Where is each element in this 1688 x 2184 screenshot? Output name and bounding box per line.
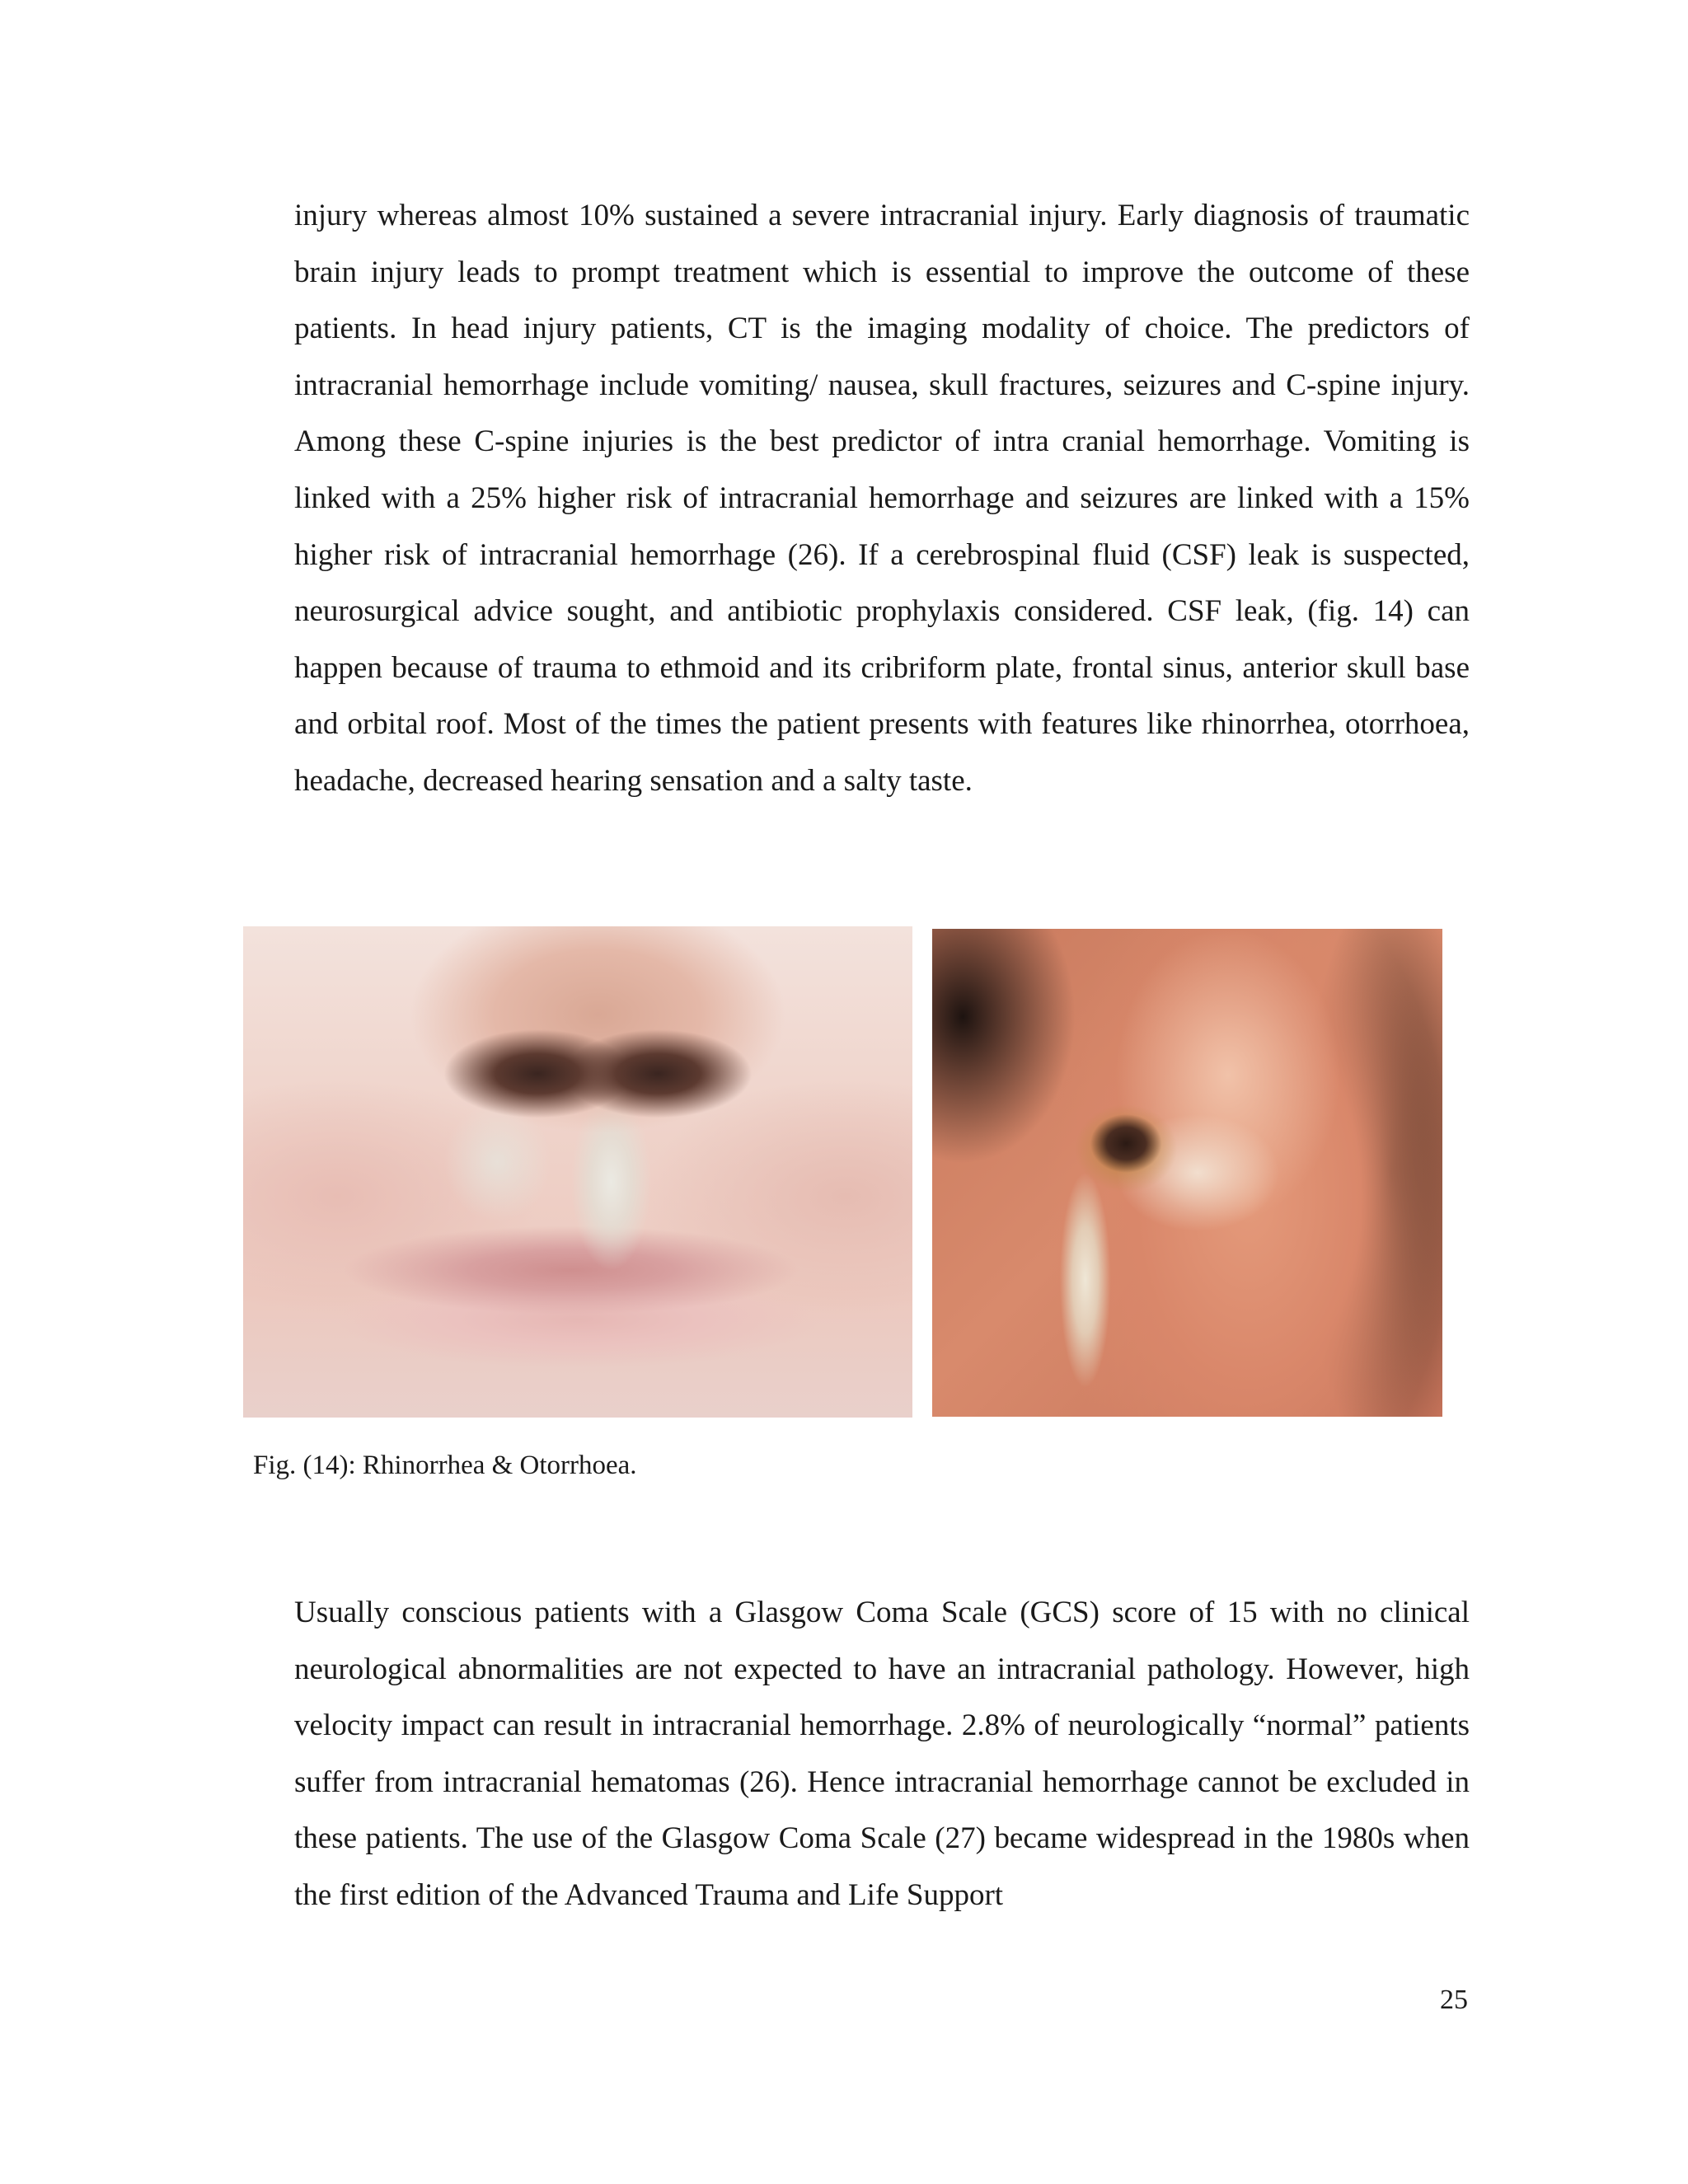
body-paragraph-cdf-leak: injury whereas almost 10% sustained a severe intracranial injury. Early diagnosis of traumatic brain injury leads to prompt treatment which is essential to improve the outcome of these patients. In head injury patients, CT is the imaging modality of choice. The predictors of intracranial hemorrhage include vomiting/ nausea, skull fractures, seizures and C-spine injury. Among these C-spine injuries is the best predictor of intra cranial hemorrhage. Vomiting is linked with a 25% higher risk of intracranial hemorrhage and seizures are linked with a 15% higher risk of intracranial hemorrhage (26). If a cerebrospinal fluid (CSF) leak is suspected, neurosurgical advice sought, and antibiotic prophylaxis considered. CSF leak, (fig. 14) can happen because of trauma to ethmoid and its cribriform plate, frontal sinus, anterior skull base and orbital roof. Most of the times the patient presents with features like rhinorrhea, otorrhoea, headache, decreased hearing sensation and a salty taste. bbox=[294, 199, 1470, 798]
body-paragraph-gcs: Usually conscious patients with a Glasgow Coma Scale (GCS) score of 15 with no clinical neurological abnormalities are not expected to have an intracranial pathology. However, high velocity impact can result in intracranial hemorrhage. 2.8% of neurologically “normal” patients suffer from intracranial hematomas (26). Hence intracranial hemorrhage cannot be excluded in these patients. The use of the Glasgow Coma Scale (27) became widespread in the 1980s when the first edition of the Advanced Trauma and Life Support bbox=[294, 1596, 1470, 1912]
otorrhoea-photo bbox=[932, 929, 1442, 1417]
figure-caption: Fig. (14): Rhinorrhea & Otorrhoea. bbox=[253, 1451, 637, 1480]
page-number: 25 bbox=[1440, 1985, 1468, 2015]
rhinorrhea-photo bbox=[243, 926, 912, 1418]
